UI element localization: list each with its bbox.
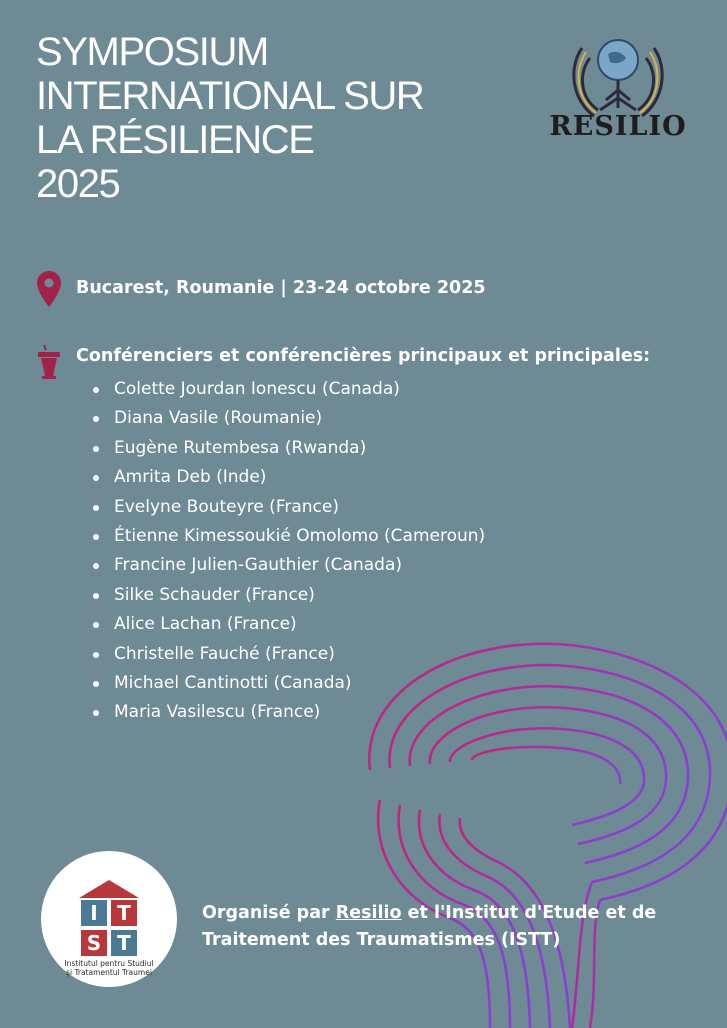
speaker-item: Alice Lachan (France) — [90, 610, 485, 639]
title-line-4: 2025 — [36, 162, 120, 206]
lectern-icon — [36, 344, 62, 380]
speaker-item: Étienne Kimessoukié Omolomo (Cameroun) — [90, 522, 485, 551]
istt-letter-i: I — [90, 901, 98, 925]
speaker-item: Amrita Deb (Inde) — [90, 463, 485, 492]
speakers-list — [90, 375, 485, 728]
speaker-item: Francine Julien-Gauthier (Canada) — [90, 551, 485, 580]
symposium-title — [36, 30, 423, 206]
speaker-item: Evelyne Bouteyre (France) — [90, 493, 485, 522]
organizer-prefix: Organisé par — [202, 903, 336, 923]
speakers-heading: Conférenciers et conférencières principaux et principales: — [76, 346, 651, 366]
resilio-link[interactable]: Resilio — [335, 903, 402, 923]
speaker-item: Colette Jourdan Ionescu (Canada) — [90, 375, 485, 404]
location-text: Bucarest, Roumanie | 23-24 octobre 2025 — [76, 278, 486, 298]
map-pin-icon — [36, 270, 62, 308]
speaker-item: Michael Cantinotti (Canada) — [90, 669, 485, 698]
title-line-2: INTERNATIONAL SUR — [36, 74, 424, 118]
istt-letter-t2: T — [117, 931, 131, 955]
istt-name-line-1: Institutul pentru Studiul — [64, 959, 154, 968]
speaker-item: Christelle Fauché (France) — [90, 640, 485, 669]
istt-name-line-2: și Tratamentul Traumei — [66, 968, 152, 977]
speaker-item: Silke Schauder (France) — [90, 581, 485, 610]
organizer-text — [202, 900, 672, 954]
organizer-suffix: et l'Institut d'Etude et de Traitement des Traumatismes (ISTT) — [202, 903, 657, 950]
title-line-1: SYMPOSIUM — [36, 30, 268, 74]
speaker-item: Diana Vasile (Roumanie) — [90, 404, 485, 433]
resilio-logo-text: RESILIO — [549, 111, 687, 142]
istt-letter-s: S — [86, 931, 102, 955]
title-line-3: LA RÉSILIENCE — [36, 118, 314, 162]
istt-logo — [40, 850, 178, 988]
speaker-item: Eugène Rutembesa (Rwanda) — [90, 434, 485, 463]
speaker-item: Maria Vasilescu (France) — [90, 698, 485, 727]
istt-letter-t1: T — [117, 901, 131, 925]
